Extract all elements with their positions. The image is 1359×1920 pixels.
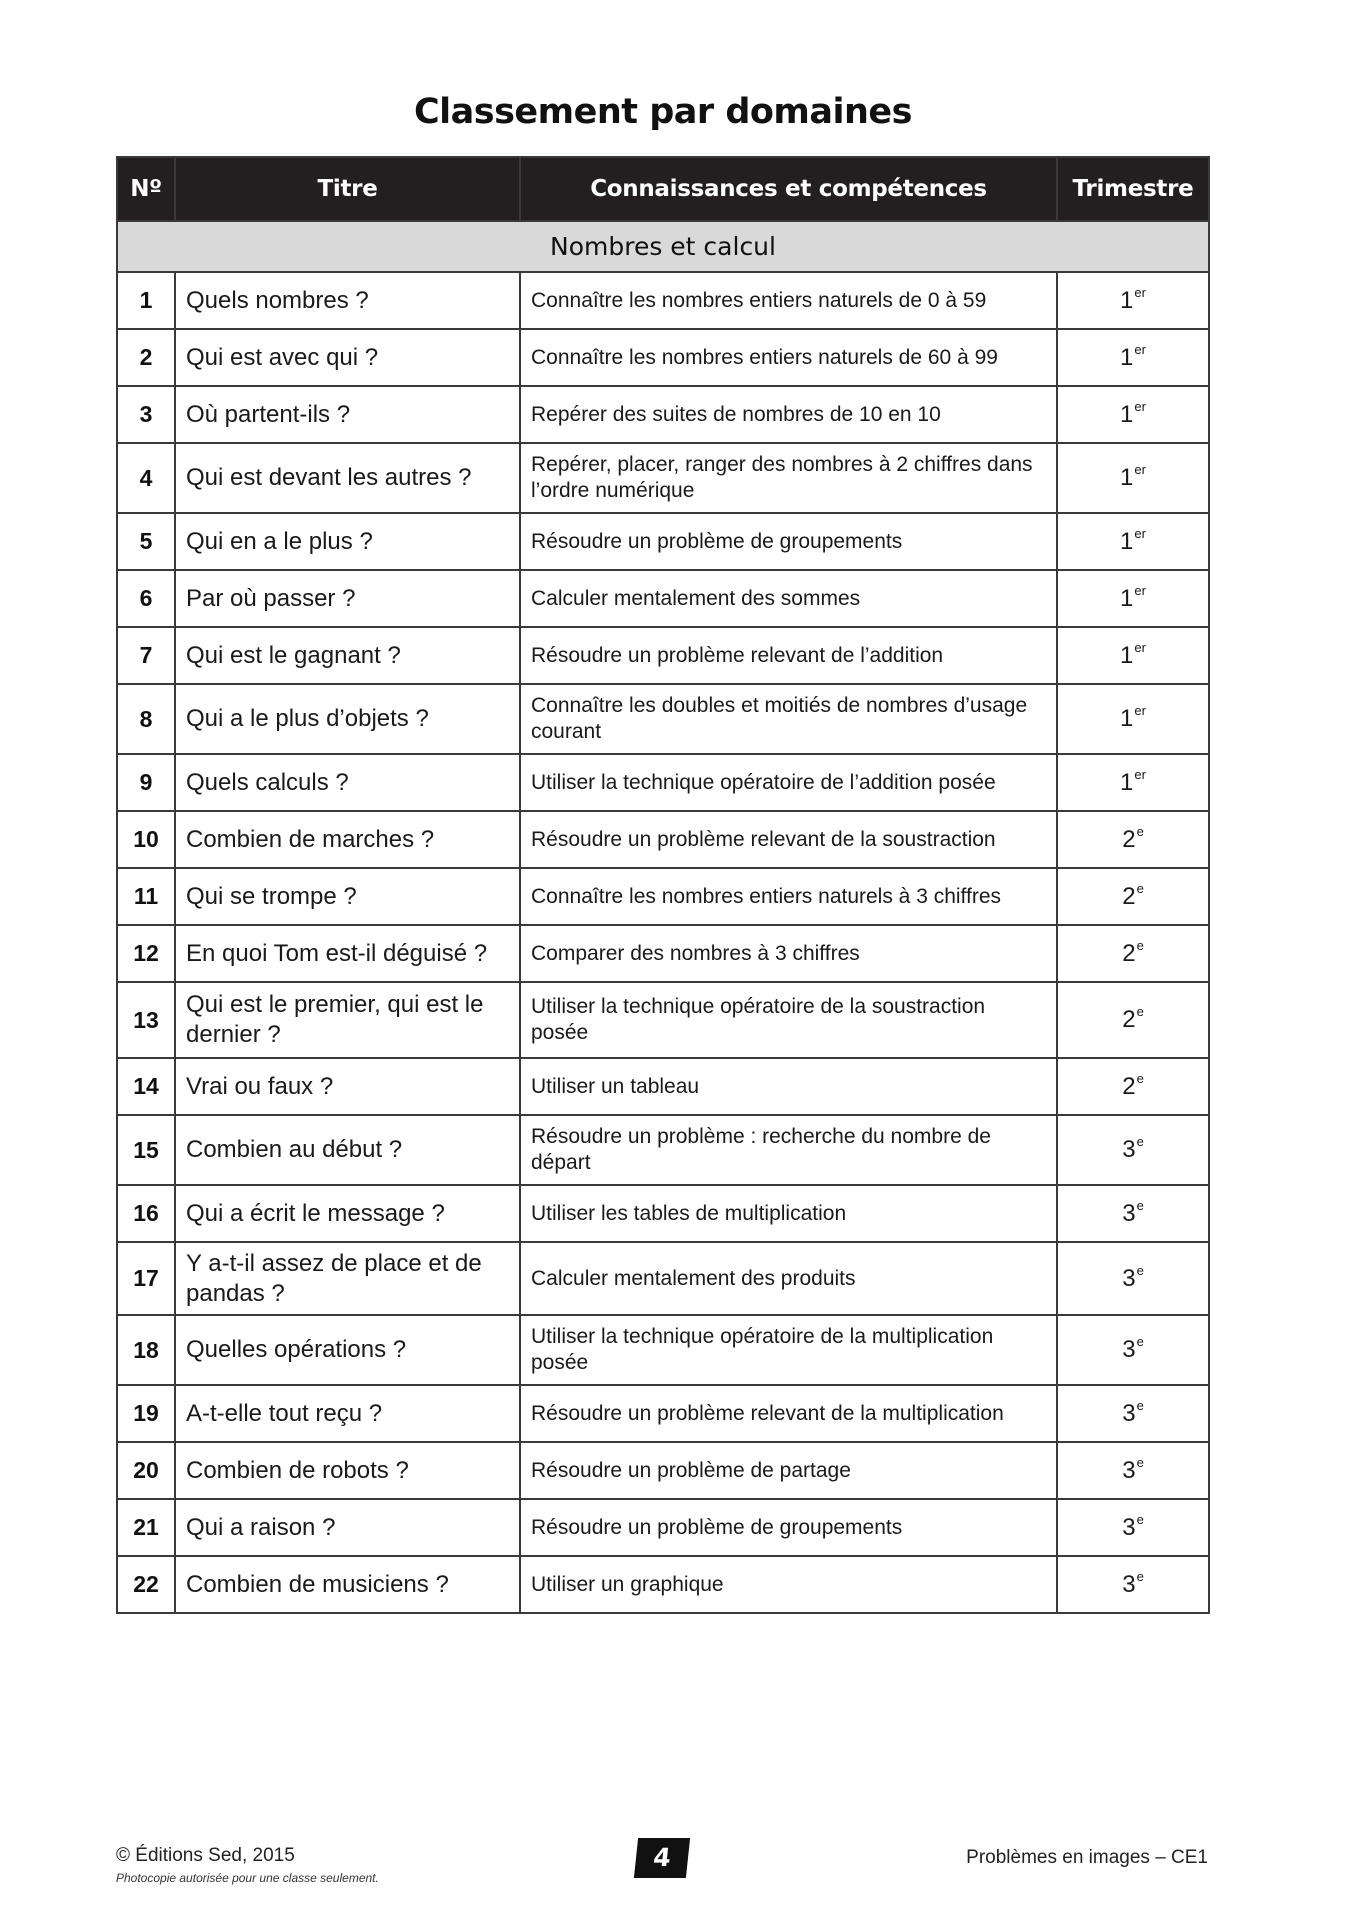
term-suffix: e xyxy=(1136,1454,1144,1470)
term-suffix: e xyxy=(1136,937,1144,953)
row-title: Combien de robots ? xyxy=(175,1442,520,1499)
header-skills: Connaissances et compétences xyxy=(520,157,1057,221)
table-row xyxy=(117,1185,1209,1242)
term-value: 1 xyxy=(1120,641,1134,669)
row-title: Qui est le premier, qui est le dernier ? xyxy=(175,982,520,1058)
term-value: 3 xyxy=(1122,1199,1136,1227)
table-row xyxy=(117,982,1209,1058)
table-body xyxy=(117,221,1209,1613)
footer-book-title: Problèmes en images – CE1 xyxy=(966,1847,1208,1868)
row-number: 4 xyxy=(117,443,175,513)
row-title: A-t-elle tout reçu ? xyxy=(175,1385,520,1442)
row-number: 17 xyxy=(117,1242,175,1315)
term-value: 3 xyxy=(1122,1570,1136,1598)
table-row xyxy=(117,386,1209,443)
row-title: Qui est devant les autres ? xyxy=(175,443,520,513)
term-suffix: e xyxy=(1136,1262,1144,1278)
row-number: 15 xyxy=(117,1115,175,1185)
header-title: Titre xyxy=(175,157,520,221)
row-number: 1 xyxy=(117,272,175,329)
row-skill: Résoudre un problème relevant de l’addition xyxy=(520,627,1057,684)
row-skill: Connaître les nombres entiers naturels à 3 chiffres xyxy=(520,868,1057,925)
term-suffix: e xyxy=(1136,1004,1144,1019)
row-title: Combien de musiciens ? xyxy=(175,1556,520,1613)
row-title: Qui est avec qui ? xyxy=(175,329,520,386)
term-value: 1 xyxy=(1120,464,1134,491)
row-number: 7 xyxy=(117,627,175,684)
row-number: 18 xyxy=(117,1315,175,1385)
table-header-row xyxy=(117,157,1209,221)
term-value: 2 xyxy=(1122,825,1136,853)
term-value: 3 xyxy=(1122,1399,1136,1427)
header-term: Trimestre xyxy=(1057,157,1209,221)
term-value: 3 xyxy=(1122,1456,1136,1484)
term-value: 3 xyxy=(1122,1136,1136,1163)
table-row xyxy=(117,443,1209,513)
row-skill: Résoudre un problème relevant de la soustraction xyxy=(520,811,1057,868)
row-skill: Repérer, placer, ranger des nombres à 2 chiffres dans l’ordre numérique xyxy=(520,443,1057,513)
row-skill: Connaître les nombres entiers naturels de 0 à 59 xyxy=(520,272,1057,329)
row-term xyxy=(1057,925,1209,982)
row-number: 8 xyxy=(117,684,175,754)
table-row xyxy=(117,1058,1209,1115)
term-value: 2 xyxy=(1122,1072,1136,1100)
row-number: 2 xyxy=(117,329,175,386)
row-term xyxy=(1057,1556,1209,1613)
table-row xyxy=(117,1385,1209,1442)
term-suffix: er xyxy=(1134,703,1146,718)
term-value: 1 xyxy=(1120,527,1134,555)
table-row xyxy=(117,272,1209,329)
row-term xyxy=(1057,386,1209,443)
table-row xyxy=(117,1442,1209,1499)
row-term xyxy=(1057,754,1209,811)
term-suffix: e xyxy=(1136,1397,1144,1413)
row-term xyxy=(1057,329,1209,386)
term-value: 1 xyxy=(1120,768,1134,796)
term-value: 1 xyxy=(1120,343,1134,371)
table-row xyxy=(117,329,1209,386)
term-value: 3 xyxy=(1122,1513,1136,1541)
row-title: Par où passer ? xyxy=(175,570,520,627)
table-row xyxy=(117,811,1209,868)
page-number-badge: 4 xyxy=(634,1838,690,1878)
row-term xyxy=(1057,1442,1209,1499)
row-term xyxy=(1057,1058,1209,1115)
term-suffix: e xyxy=(1136,880,1144,896)
section-row xyxy=(117,221,1209,272)
row-term xyxy=(1057,570,1209,627)
row-term xyxy=(1057,1242,1209,1315)
term-suffix: e xyxy=(1136,1511,1144,1527)
row-skill: Résoudre un problème de partage xyxy=(520,1442,1057,1499)
term-suffix: e xyxy=(1136,1568,1144,1584)
table-row xyxy=(117,868,1209,925)
table-row xyxy=(117,570,1209,627)
row-number: 10 xyxy=(117,811,175,868)
row-number: 14 xyxy=(117,1058,175,1115)
footer-note: Photocopie autorisée pour une classe seulement. xyxy=(116,1871,379,1885)
row-skill: Résoudre un problème : recherche du nombre de départ xyxy=(520,1115,1057,1185)
row-term xyxy=(1057,1499,1209,1556)
term-suffix: er xyxy=(1134,284,1146,300)
term-value: 2 xyxy=(1122,939,1136,967)
row-term xyxy=(1057,513,1209,570)
term-suffix: er xyxy=(1134,525,1146,541)
row-skill: Repérer des suites de nombres de 10 en 10 xyxy=(520,386,1057,443)
row-title: Combien au début ? xyxy=(175,1115,520,1185)
row-title: Qui a raison ? xyxy=(175,1499,520,1556)
row-title: Qui en a le plus ? xyxy=(175,513,520,570)
row-title: Qui se trompe ? xyxy=(175,868,520,925)
row-skill: Comparer des nombres à 3 chiffres xyxy=(520,925,1057,982)
footer-left xyxy=(116,1845,379,1885)
term-suffix: er xyxy=(1134,398,1146,414)
row-title: Vrai ou faux ? xyxy=(175,1058,520,1115)
row-skill: Calculer mentalement des sommes xyxy=(520,570,1057,627)
row-skill: Résoudre un problème de groupements xyxy=(520,513,1057,570)
term-value: 3 xyxy=(1122,1264,1136,1292)
section-label: Nombres et calcul xyxy=(117,221,1209,272)
row-skill: Utiliser les tables de multiplication xyxy=(520,1185,1057,1242)
row-number: 22 xyxy=(117,1556,175,1613)
term-value: 1 xyxy=(1120,705,1134,732)
row-title: Qui est le gagnant ? xyxy=(175,627,520,684)
table-row xyxy=(117,1499,1209,1556)
row-skill: Calculer mentalement des produits xyxy=(520,1242,1057,1315)
row-term xyxy=(1057,982,1209,1058)
term-value: 3 xyxy=(1122,1336,1136,1363)
row-skill: Utiliser un tableau xyxy=(520,1058,1057,1115)
row-term xyxy=(1057,272,1209,329)
term-value: 1 xyxy=(1120,400,1134,428)
row-number: 12 xyxy=(117,925,175,982)
header-num: Nº xyxy=(117,157,175,221)
term-value: 2 xyxy=(1122,882,1136,910)
row-skill: Utiliser la technique opératoire de la multiplication posée xyxy=(520,1315,1057,1385)
row-term xyxy=(1057,443,1209,513)
row-term xyxy=(1057,684,1209,754)
term-suffix: e xyxy=(1136,1070,1144,1086)
row-term xyxy=(1057,868,1209,925)
row-number: 3 xyxy=(117,386,175,443)
row-number: 5 xyxy=(117,513,175,570)
row-title: Y a-t-il assez de place et de pandas ? xyxy=(175,1242,520,1315)
term-suffix: er xyxy=(1134,582,1146,598)
term-suffix: er xyxy=(1134,462,1146,477)
table-row xyxy=(117,1242,1209,1315)
term-suffix: er xyxy=(1134,639,1146,655)
page-title: Classement par domaines xyxy=(413,92,913,132)
row-title: Où partent-ils ? xyxy=(175,386,520,443)
row-term xyxy=(1057,627,1209,684)
row-term xyxy=(1057,1315,1209,1385)
row-title: Combien de marches ? xyxy=(175,811,520,868)
row-title: Quels calculs ? xyxy=(175,754,520,811)
table-row xyxy=(117,754,1209,811)
row-number: 16 xyxy=(117,1185,175,1242)
domain-table xyxy=(116,156,1210,1614)
row-skill: Résoudre un problème relevant de la multiplication xyxy=(520,1385,1057,1442)
row-title: Qui a écrit le message ? xyxy=(175,1185,520,1242)
row-skill: Utiliser la technique opératoire de la soustraction posée xyxy=(520,982,1057,1058)
table-row xyxy=(117,1556,1209,1613)
row-title: En quoi Tom est-il déguisé ? xyxy=(175,925,520,982)
table-row xyxy=(117,684,1209,754)
footer-copyright: © Éditions Sed, 2015 xyxy=(116,1845,295,1866)
row-skill: Connaître les nombres entiers naturels de 60 à 99 xyxy=(520,329,1057,386)
row-number: 11 xyxy=(117,868,175,925)
table-row xyxy=(117,925,1209,982)
row-number: 19 xyxy=(117,1385,175,1442)
row-number: 6 xyxy=(117,570,175,627)
row-term xyxy=(1057,811,1209,868)
term-suffix: er xyxy=(1134,341,1146,357)
row-term xyxy=(1057,1385,1209,1442)
term-suffix: er xyxy=(1134,766,1146,782)
row-number: 21 xyxy=(117,1499,175,1556)
row-number: 13 xyxy=(117,982,175,1058)
row-skill: Connaître les doubles et moitiés de nombres d’usage courant xyxy=(520,684,1057,754)
row-title: Qui a le plus d’objets ? xyxy=(175,684,520,754)
term-suffix: e xyxy=(1136,1134,1144,1149)
row-title: Quels nombres ? xyxy=(175,272,520,329)
term-suffix: e xyxy=(1136,1197,1144,1213)
row-term xyxy=(1057,1115,1209,1185)
term-suffix: e xyxy=(1136,823,1144,839)
row-skill: Utiliser la technique opératoire de l’addition posée xyxy=(520,754,1057,811)
row-title: Quelles opérations ? xyxy=(175,1315,520,1385)
table-row xyxy=(117,513,1209,570)
row-skill: Résoudre un problème de groupements xyxy=(520,1499,1057,1556)
row-term xyxy=(1057,1185,1209,1242)
term-suffix: e xyxy=(1136,1334,1144,1349)
row-number: 9 xyxy=(117,754,175,811)
table-row xyxy=(117,627,1209,684)
row-skill: Utiliser un graphique xyxy=(520,1556,1057,1613)
table-row xyxy=(117,1315,1209,1385)
table-row xyxy=(117,1115,1209,1185)
term-value: 2 xyxy=(1122,1006,1136,1033)
term-value: 1 xyxy=(1120,584,1134,612)
row-number: 20 xyxy=(117,1442,175,1499)
term-value: 1 xyxy=(1120,286,1134,314)
